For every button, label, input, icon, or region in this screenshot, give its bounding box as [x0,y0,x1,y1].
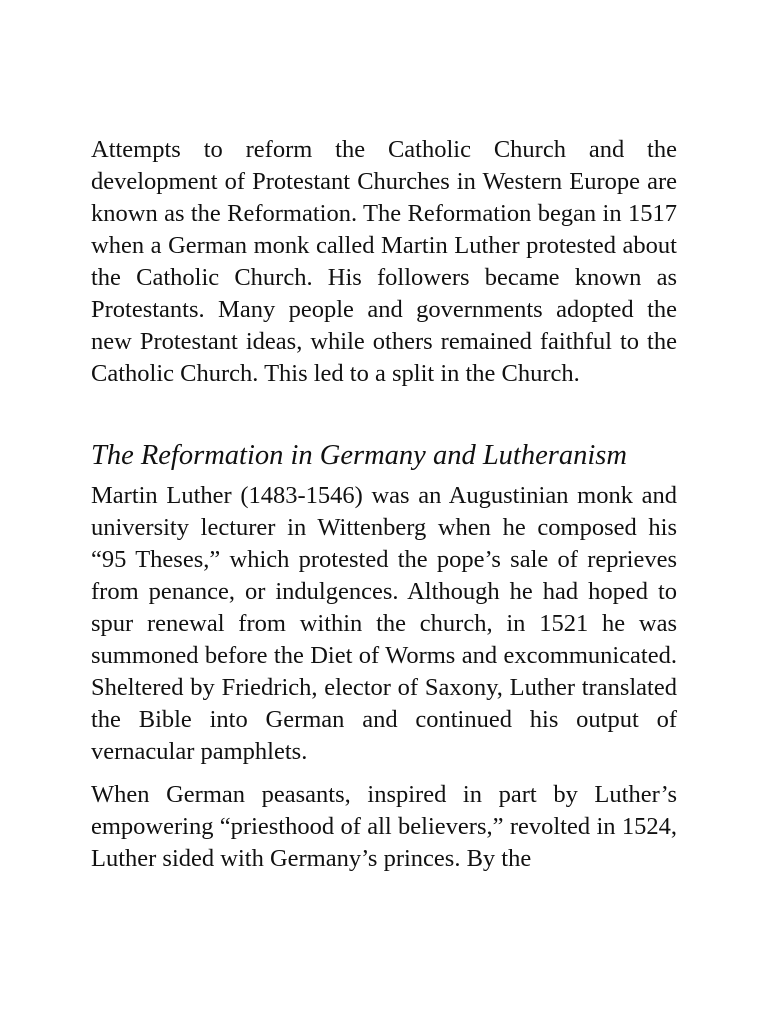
section-body [91,480,677,875]
intro-paragraph: Attempts to reform the Catholic Church and the development of Protestant Churches in Western Europe are known as the Reformation. The Reformation began in 1517 when a German monk called Martin Luther protested about the Catholic Church. His followers became known as Protestants. Many people and governments adopted the new Protestant ideas, while others remained faithful to the Catholic Church. This led to a split in the Church. [91,136,677,387]
section-paragraph: Martin Luther (1483-1546) was an Augustinian monk and university lecturer in Wittenberg when he composed his “95 Theses,” which protested the pope’s sale of reprieves from penance, or indulgences. Although he had hoped to spur renewal from within the church, in 1521 he was summoned before the Diet of Worms and excommunicated. Sheltered by Friedrich, elector of Saxony, Luther translated the Bible into German and continued his output of vernacular pamphlets. [91,482,677,765]
document-page [91,134,677,875]
section-paragraph: When German peasants, inspired in part by Luther’s empowering “priesthood of all believers,” revolted in 1524, Luther sided with Germany’s princes. By the [91,781,677,872]
section-heading: The Reformation in Germany and Lutheranism [91,440,627,471]
